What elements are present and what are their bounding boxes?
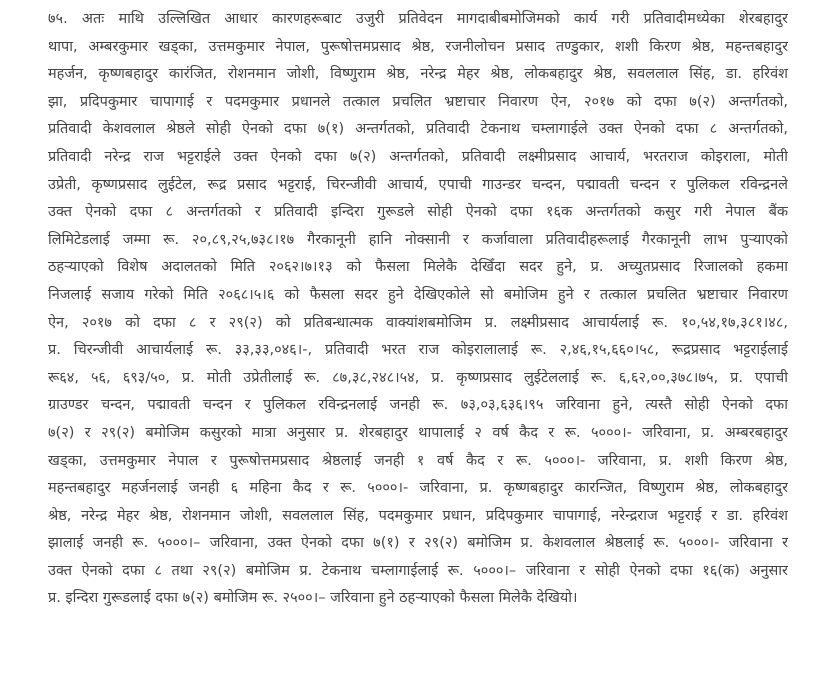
paragraph-line: प्रतिवादी केशवलाल श्रेष्ठले सोही ऐनको दफा ७(१) अन्तर्गतको, प्रतिवादी टेकनाथ चम्लागाईले उक्त ऐनको दफा ८ अन्तर्गतको, (48, 121, 788, 138)
paragraph-line: झालाई जनही रू. ५०००।– जरिवाना, उक्त ऐनको दफा ७(१) र २९(२) बमोजिम प्र. केशवलाल श्रेष्ठलाई रू. ५०००।- जरिवाना र (48, 535, 788, 552)
paragraph-line: प्र. चिरन्जीवी आचार्यलाई रू. ३३,३३,०४६।-, प्रतिवादी भरत राज कोइरालालाई रू. २,४६,१५,६६०।५८, रूद्रप्रसाद भट्टराईलाई (48, 342, 788, 359)
paragraph-line: रू६४, ५६, ६९३/५०, प्र. मोती उप्रेतीलाई रू. ८७,३८,२४८।५४, प्र. कृष्णप्रसाद लुईटेललाई रू. ६,६२,००,३७८।७५, प्र. एपाची (48, 369, 788, 386)
paragraph-line: श्रेष्ठ, नरेन्द्र मेहर श्रेष्ठ, रोशनमान जोशी, सवललाल सिंह, पदमकुमार प्रधान, प्रदिपकुमार चापागाई, नरेन्द्रराज भट्टराई र डा. हरिवंश (48, 507, 788, 524)
judgment-paragraph-75 (48, 6, 788, 613)
paragraph-line: महन्तबहादुर महर्जनलाई जनही ६ महिना कैद र रू. ५०००।- जरिवाना, प्र. कृष्णबहादुर कारन्जित, विष्णुराम श्रेष्ठ, लोकबहादुर (48, 480, 788, 497)
paragraph-line: झा, प्रदिपकुमार चापागाई र पदमकुमार प्रधानले तत्काल प्रचलित भ्रष्टाचार निवारण ऐन, २०१७ को दफा ७(२) अन्तर्गतको, (48, 93, 788, 110)
paragraph-line: ठहर्‍याएको विशेष अदालतको मिति २०६२।७।१३ को फैसला मिलेकै देखिँदा सदर हुने, प्र. अच्युतप्रसाद रिजालको हकमा (48, 259, 788, 276)
paragraph-line: निजलाई सजाय गरेको मिति २०६८।५।६ को फैसला सदर हुने देखिएकोले सो बमोजिम हुने र तत्काल प्रचलित भ्रष्टाचार निवारण (48, 286, 788, 303)
paragraph-line: उक्त ऐनको दफा ८ तथा २९(२) बमोजिम प्र. टेकनाथ चम्लागाईलाई रू. ५०००।– जरिवाना र सोही ऐनको दफा १६(क) अनुसार (48, 562, 788, 579)
paragraph-line: उक्त ऐनको दफा ८ अन्तर्गतको र प्रतिवादी इन्दिरा गुरूडले सोही ऐनको दफा १६क अन्तर्गतको कसुर गरी नेपाल बैंक (48, 204, 788, 221)
paragraph-line: प्रतिवादी नरेन्द्र राज भट्टराईले उक्त ऐनको दफा ७(२) अन्तर्गतको, प्रतिवादी लक्ष्मीप्रसाद आचार्य, भरतराज कोइराला, मोती (48, 148, 788, 165)
paragraph-line: खड्का, उत्तमकुमार नेपाल र पुरूषोत्तमप्रसाद श्रेष्ठलाई जनही १ वर्ष कैद र रू. ५०००।- जरिवाना, प्र. शशी किरण श्रेष्ठ, (48, 452, 788, 469)
paragraph-line: प्र. इन्दिरा गुरूडलाई दफा ७(२) बमोजिम रू. २५००।– जरिवाना हुने ठहर्‍याएको फैसला मिलेकै देखियो। (48, 590, 578, 607)
paragraph-line: महर्जन, कृष्णबहादुर कारंजित, रोशनमान जोशी, विष्णुराम श्रेष्ठ, नरेन्द्र मेहर श्रेष्ठ, लोकबहादुर श्रेष्ठ, सवललाल सिंह, डा. हरिवंश (48, 66, 788, 83)
paragraph-line: उप्रेती, कृष्णप्रसाद लुईटेल, रूद्र प्रसाद भट्टराई, चिरन्जीवी आचार्य, एपाची गाउन्डर चन्दन, पद्मावती चन्दन र पुलिकल रविन्द्रनले (48, 176, 788, 193)
paragraph-line: थापा, अम्बरकुमार खड्का, उत्तमकुमार नेपाल, पुरूषोत्तमप्रसाद श्रेष्ठ, रजनीलोचन प्रसाद तण्डुकार, शशी किरण श्रेष्ठ, महन्तबहादुर (48, 38, 788, 55)
paragraph-line: ७५. अतः माथि उल्लिखित आधार कारणहरूबाट उजुरी प्रतिवेदन मागदाबीबमोजिमको कार्य गरी प्रतिवादीमध्येका शेरबहादुर (48, 11, 788, 27)
paragraph-line: ७(२) र २९(२) बमोजिम कसुरको मात्रा अनुसार प्र. शेरबहादुर थापालाई २ वर्ष कैद र रू. ५०००।- जरिवाना, प्र. अम्बरबहादुर (48, 424, 788, 441)
paragraph-line: ग्राउण्डर चन्दन, पद्मावती चन्दन र पुलिकल रविन्द्रनलाई जनही रू. ७३,०३,६३६।९५ जरिवाना हुने, त्यस्तै सोही ऐनको दफा (48, 397, 788, 414)
paragraph-line: ऐन, २०१७ को दफा ८ र २९(२) को प्रतिबन्धात्मक वाक्यांशबमोजिम प्र. लक्ष्मीप्रसाद आचार्यलाई रू. १०,५४,१७,३८१।४८, (48, 314, 788, 331)
paragraph-line: लिमिटेडलाई जम्मा रू. २०,८९,२५,७३८।१७ गैरकानूनी हानि नोक्सानी र कर्जावाला प्रतिवादीहरूलाई गैरकानूनी लाभ पुर्‍याएको (48, 231, 788, 248)
